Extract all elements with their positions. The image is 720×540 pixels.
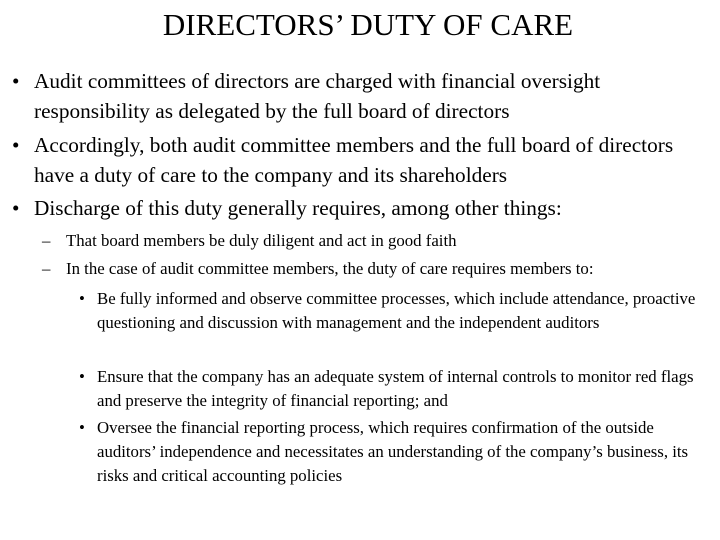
sub-point xyxy=(42,258,712,280)
bullet-point xyxy=(12,193,702,223)
sub-sub-point-text: Ensure that the company has an adequate system of internal controls to monitor red flags and preserve the integrity of financial reporting; and xyxy=(97,367,694,410)
sub-point-text: That board members be duly diligent and act in good faith xyxy=(66,231,457,250)
sub-point xyxy=(42,230,712,252)
bullet-text: Accordingly, both audit committee members and the full board of directors have a duty of care to the company and its shareholders xyxy=(34,133,674,187)
dash-icon: – xyxy=(42,231,51,250)
slide-title: DIRECTORS’ DUTY OF CARE xyxy=(162,7,574,42)
bullet-point xyxy=(12,130,702,190)
bullet-icon: • xyxy=(12,133,20,157)
sub-sub-point-text: Oversee the financial reporting process, which requires confirmation of the outside auditors’ independence and necessitates an understanding of the company’s business, its risks and critical accounting policies xyxy=(97,418,689,485)
bullet-point xyxy=(12,66,702,126)
sub-sub-point xyxy=(79,365,707,413)
bullet-text: Audit committees of directors are charged with financial oversight responsibility as delegated by the full board of directors xyxy=(34,69,601,123)
sub-sub-point xyxy=(79,416,707,488)
bullet-text: Discharge of this duty generally requires, among other things: xyxy=(34,196,562,220)
bullet-icon: • xyxy=(79,418,85,437)
dash-icon: – xyxy=(42,259,51,278)
bullet-icon: • xyxy=(79,289,85,308)
sub-point-text: In the case of audit committee members, the duty of care requires members to: xyxy=(66,259,594,278)
bullet-icon: • xyxy=(79,367,85,386)
bullet-icon: • xyxy=(12,196,20,220)
sub-sub-point xyxy=(79,287,707,335)
bullet-icon: • xyxy=(12,69,20,93)
sub-sub-point-text: Be fully informed and observe committee processes, which include attendance, proactive questioning and discussion with management and the independent auditors xyxy=(97,289,696,332)
